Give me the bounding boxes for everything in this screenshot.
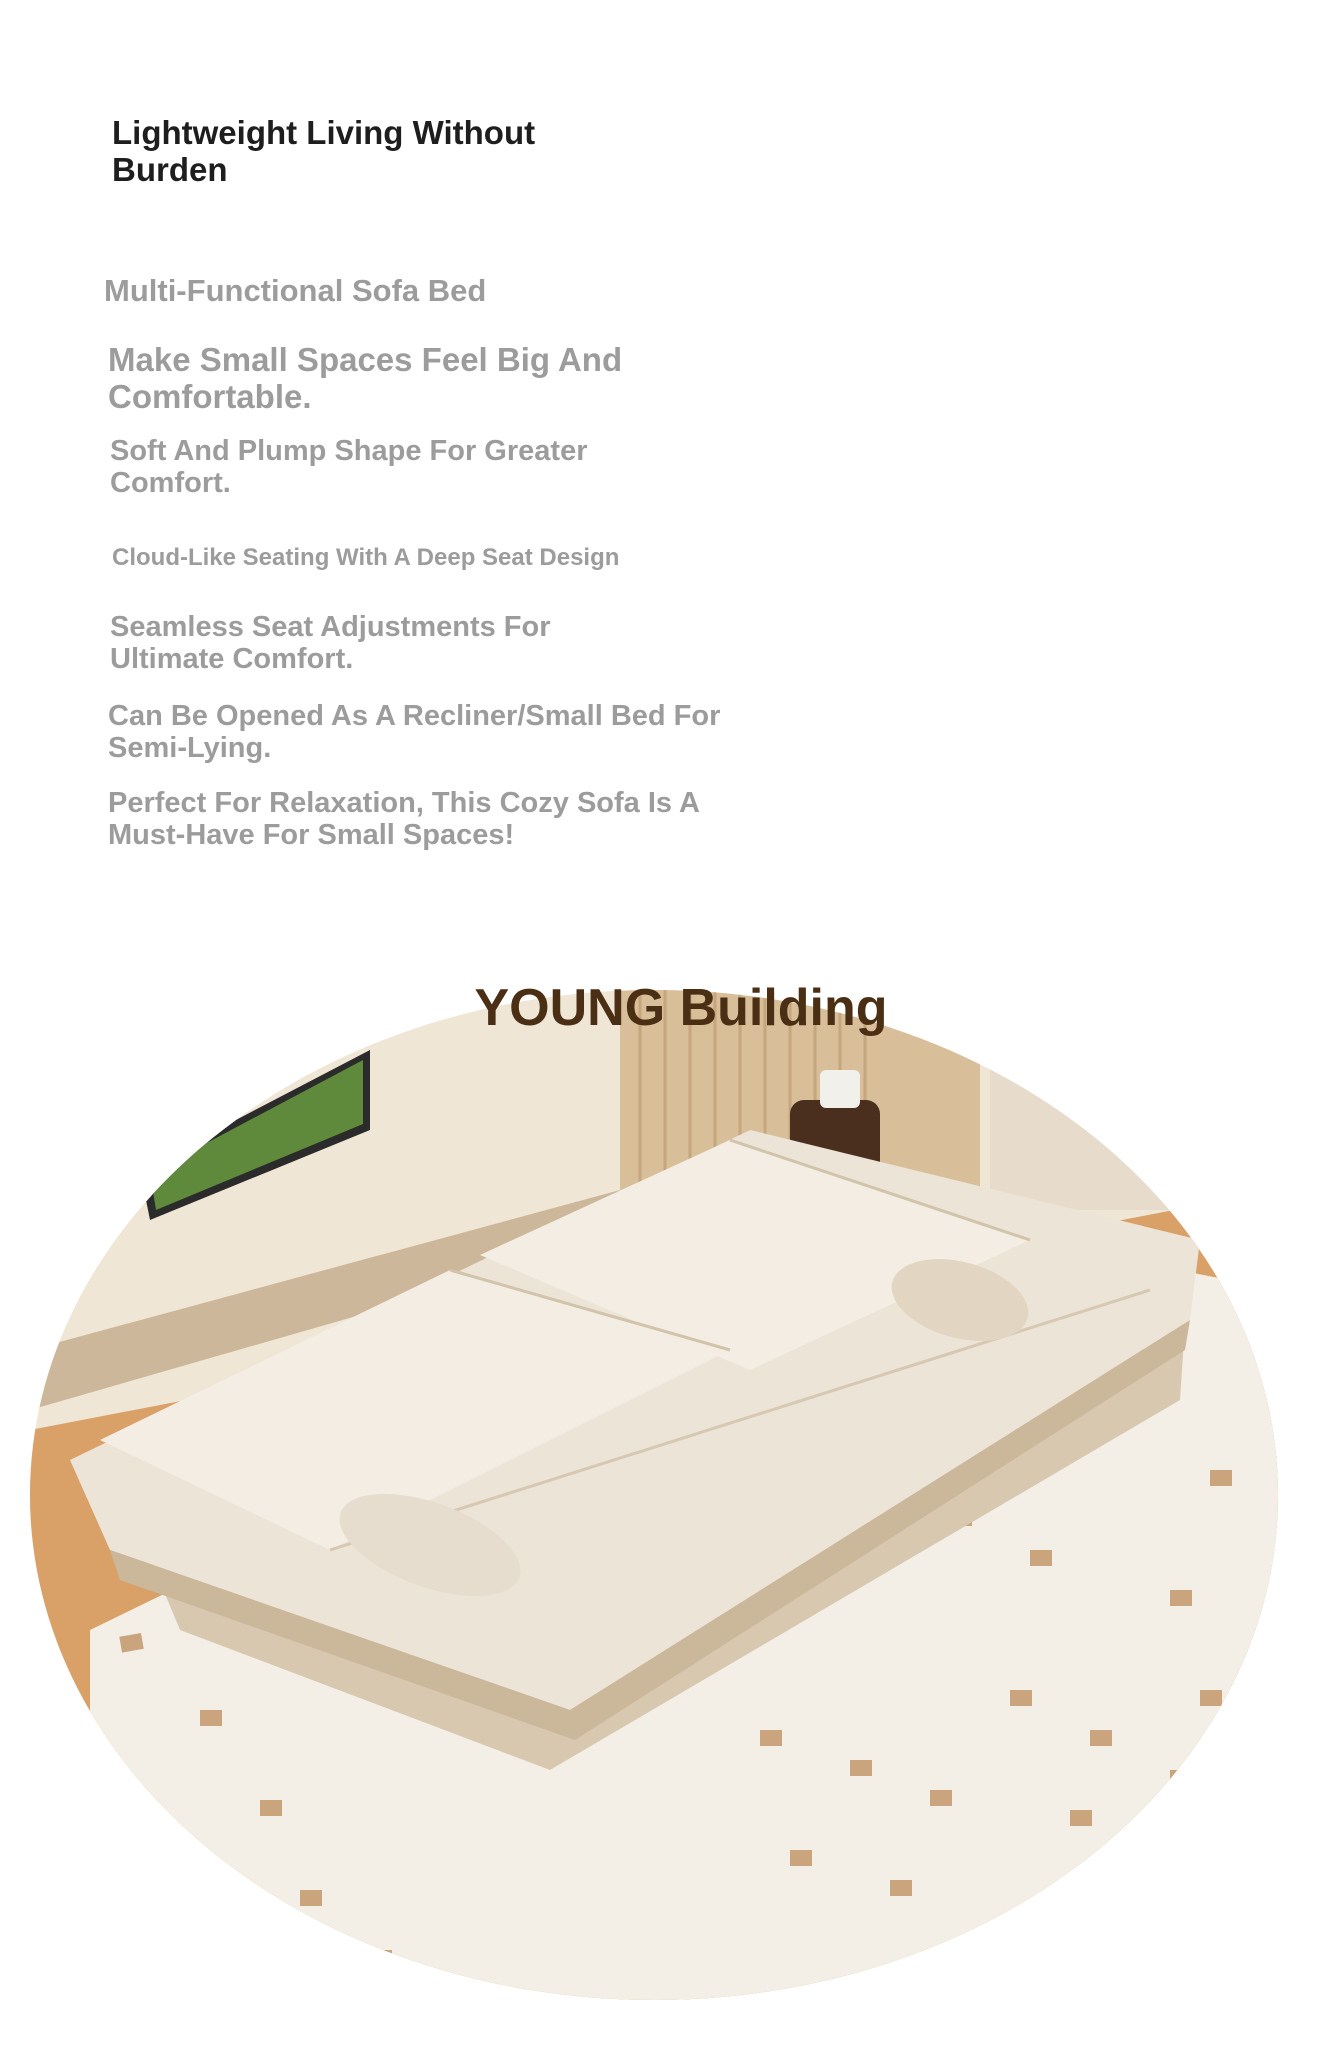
feature-multi-functional: Multi-Functional Sofa Bed [104, 273, 487, 308]
sofa-bed-photo [30, 990, 1278, 2000]
feature-relaxation: Perfect For Relaxation, This Cozy Sofa Is A Must-Have For Small Spaces! [108, 787, 699, 852]
feature-recliner: Can Be Opened As A Recliner/Small Bed For Semi-Lying. [108, 700, 721, 765]
brand-watermark: YOUNG Building [474, 979, 888, 1037]
feature-seat-adjustments: Seamless Seat Adjustments For Ultimate Comfort. [110, 611, 551, 676]
feature-cloud-seating: Cloud-Like Seating With A Deep Seat Design [112, 544, 620, 571]
headline: Lightweight Living Without Burden [112, 114, 536, 188]
cabinet [990, 1030, 1230, 1210]
feature-small-spaces: Make Small Spaces Feel Big And Comfortable. [108, 341, 623, 415]
feature-soft-plump: Soft And Plump Shape For Greater Comfort. [110, 435, 588, 500]
